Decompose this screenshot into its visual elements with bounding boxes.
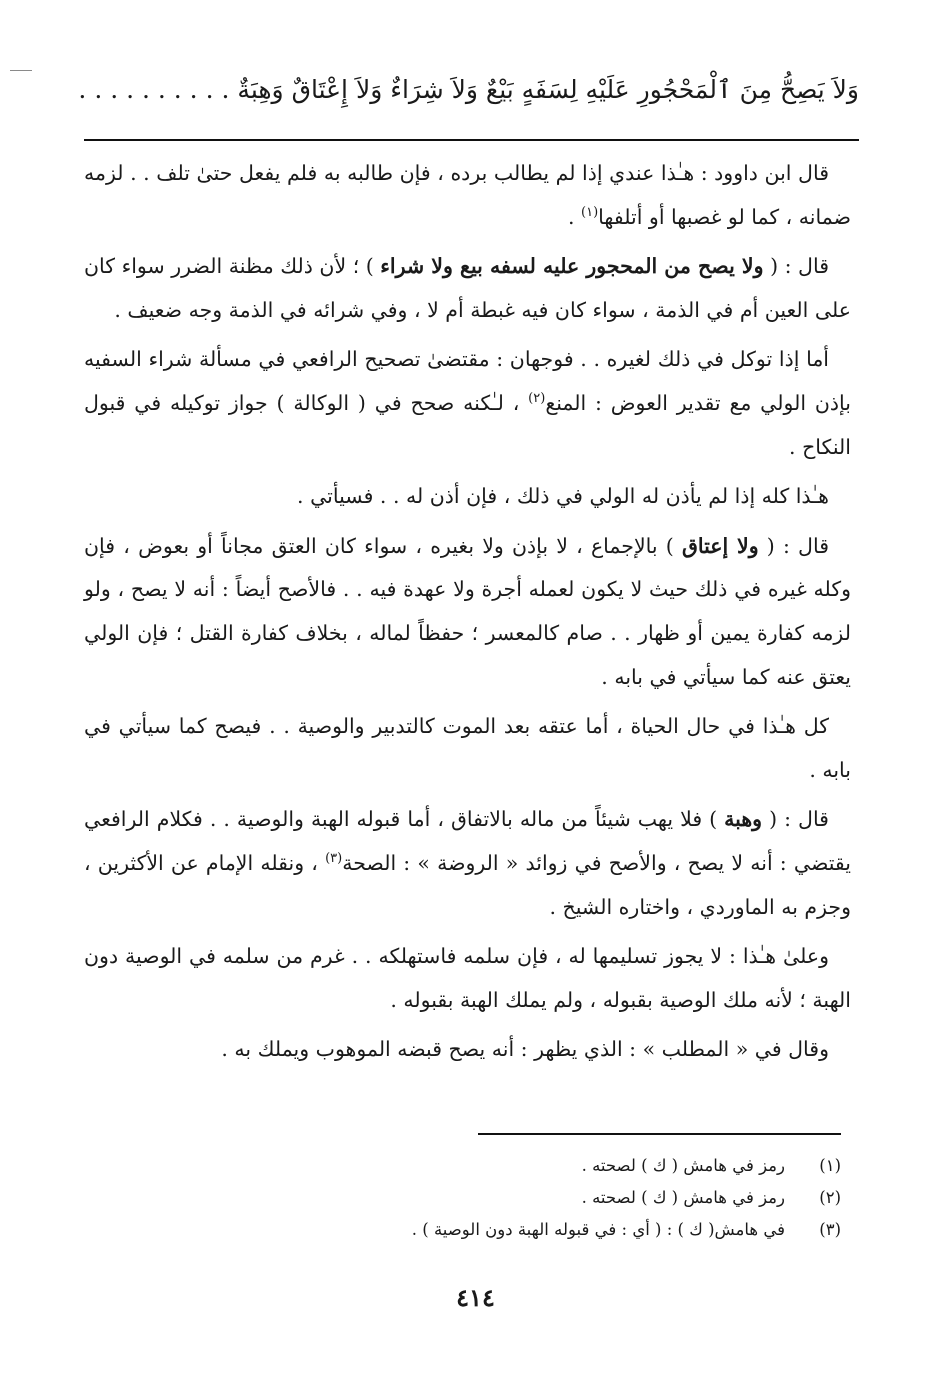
margin-mark [10, 70, 32, 71]
paragraph-8: وعلىٰ هـٰذا : لا يجوز تسليمها له ، فإن سلمه فاستهلكه . . غرم من سلمه في الوصية دون الهبة ؛ لأنه ملك الوصية بقبوله ، ولم يملك الهبة بقبوله . [84, 944, 851, 1012]
commentary-body [84, 152, 851, 1078]
paragraph-5: قال : ( ولا إعتاق ) بالإجماع ، لا بإذن ولا بغيره ، سواء كان العتق مجاناً أو بعوض ، فإن وكله غيره في ذلك حيث لا يكون لعمله أجرة ولا عهدة فيه . . فالأصح أيضاً : أنه لا يصح ، ولو لزمه كفارة يمين أو ظهار . . صام كالمعسر ؛ حفظاً لماله ، بخلاف كفارة القتل ؛ فإن الولي يعتق عنه كما سيأتي في بابه . [84, 533, 851, 689]
quoted-matn: وهبة [724, 807, 763, 832]
footnote-number: (٣) [819, 1220, 841, 1239]
page-number: ٤١٤ [456, 1283, 495, 1312]
footnote-number: (٢) [819, 1188, 841, 1207]
matn-heading-line [60, 66, 859, 114]
quoted-matn: ولا يصح من المحجور عليه لسفه بيع ولا شراء [380, 254, 764, 279]
footnote-text: رمز في هامش ( ك ) لصحته . [581, 1188, 785, 1207]
paragraph-3: أما إذا توكل في ذلك لغيره . . فوجهان : مقتضىٰ تصحيح الرافعي في مسألة شراء السفيه بإذن الولي مع تقدير العوض : المنع$^{(٢)}$ ، لـٰكنه صحح في ( الوكالة ) جواز توكيله في قبول النكاح . [84, 347, 851, 459]
matn-separator-rule [84, 139, 859, 141]
paragraph-4: هـٰذا كله إذا لم يأذن له الولي في ذلك ، فإن أذن له . . فسيأتي . [297, 484, 829, 509]
footnote-ref-1[interactable]: (١) [581, 204, 599, 220]
footnote-separator-rule [478, 1133, 841, 1135]
matn-dots: . . . . . . . . . . [78, 75, 230, 104]
matn-text: وَلاَ يَصِحُّ مِنَ ٱلْمَحْجُورِ عَلَيْهِ لِسَفَهٍ بَيْعٌ وَلاَ شِرَاءٌ وَلاَ إِعْتَاقٌ وَهِبَةٌ [237, 75, 859, 104]
footnotes [84, 1150, 841, 1246]
footnote-3 [84, 1214, 841, 1246]
paragraph-6: كل هـٰذا في حال الحياة ، أما عتقه بعد الموت كالتدبير والوصية . . فيصح كما سيأتي في بابه . [84, 714, 851, 782]
paragraph-7: قال : ( وهبة ) فلا يهب شيئاً من ماله بالاتفاق ، أما قبوله الهبة والوصية . . فكلام الرافعي يقتضي : أنه لا يصح ، والأصح في زوائد « الروضة » : الصحة$^{(٣)}$ ، ونقله الإمام عن الأكثرين ، وجزم به الماوردي ، واختاره الشيخ . [84, 807, 852, 919]
paragraph-1: قال ابن داوود : هـٰذا عندي إذا لم يطالب برده ، فإن طالبه به فلم يفعل حتىٰ تلف . . لزمه ضمانه ، كما لو غصبها أو أتلفها$^{(١)}$ . [84, 161, 851, 229]
footnote-ref-3[interactable]: (٣) [325, 851, 343, 867]
footnote-text: رمز في هامش ( ك ) لصحته . [581, 1156, 785, 1175]
footnote-number: (١) [819, 1156, 841, 1175]
paragraph-2: قال : ( ولا يصح من المحجور عليه لسفه بيع ولا شراء ) ؛ لأن ذلك مظنة الضرر سواء كان على العين أم في الذمة ، سواء كان فيه غبطة أم لا ، وفي شرائه في الذمة وجه ضعيف . [84, 254, 851, 322]
footnote-ref-2[interactable]: (٢) [528, 391, 546, 407]
footnote-2 [84, 1182, 841, 1214]
quoted-matn: ولا إعتاق [681, 533, 759, 558]
footnote-1 [84, 1150, 841, 1182]
footnote-text: في هامش( ك ) : ( أي : في قبوله الهبة دون الوصية ) . [411, 1220, 785, 1239]
paragraph-9: وقال في « المطلب » : الذي يظهر : أنه يصح قبضه الموهوب ويملك به . [221, 1037, 829, 1062]
